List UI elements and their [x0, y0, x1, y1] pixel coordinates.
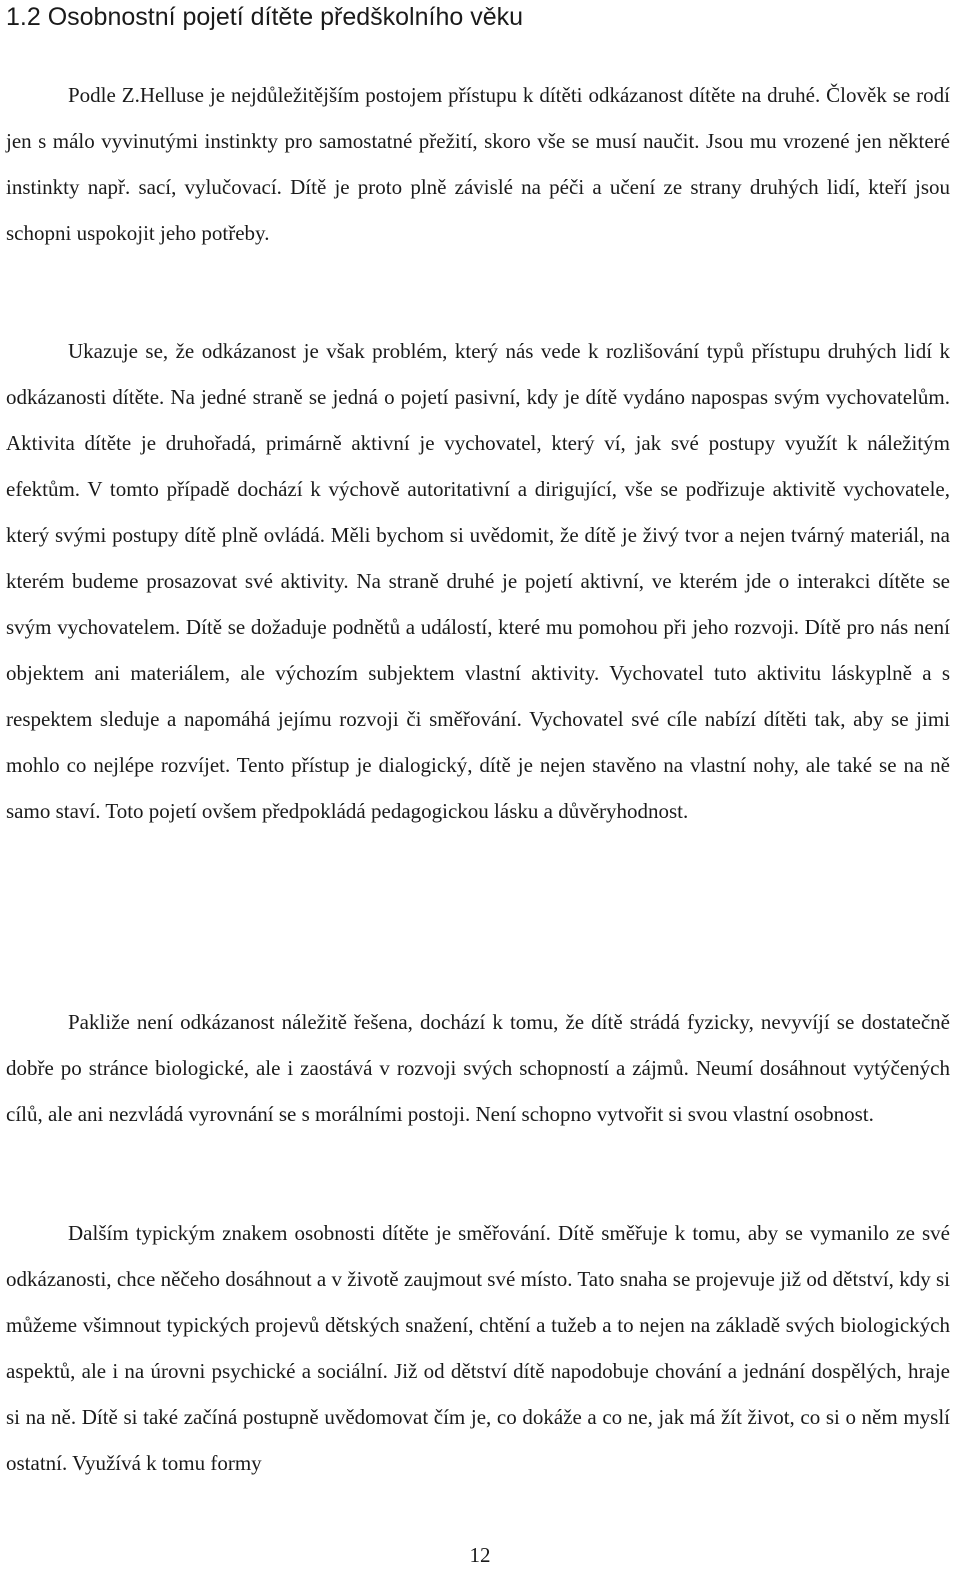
paragraph-3: Pakliže není odkázanost náležitě řešena, dochází k tomu, že dítě strádá fyzicky, nevyvíjí se dostatečně dobře po stránce biologické, ale i zaostává v rozvoji svých schopností a zájmů. Neumí dosáhnout vytýčených cílů, ale ani nezvládá vyrovnání se s morálními postoji. Není schopno vytvořit si svou vlastní osobnost.	[6, 1010, 950, 1126]
paragraph-2: Ukazuje se, že odkázanost je však problém, který nás vede k rozlišování typů přístupu druhých lidí k odkázanosti dítěte. Na jedné straně se jedná o pojetí pasivní, kdy je dítě vydáno napospas svým vychovatelům. Aktivita dítěte je druhořadá, primárně aktivní je vychovatel, který ví, jak své postupy využít k náležitým efektům. V tomto případě dochází k výchově autoritativní a dirigující, vše se podřizuje aktivitě vychovatele, který svými postupy dítě plně ovládá. Měli bychom si uvědomit, že dítě je živý tvor a nejen tvárný materiál, na kterém budeme prosazovat své aktivity. Na straně druhé je pojetí aktivní, ve kterém jde o interakci dítěte se svým vychovatelem. Dítě se dožaduje podnětů a událostí, které mu pomohou při jeho rozvoji. Dítě pro nás není objektem ani materiálem, ale výchozím subjektem vlastní aktivity. Vychovatel tuto aktivitu láskyplně a s respektem sleduje a napomáhá jejímu rozvoji či směřování. Vychovatel své cíle nabízí dítěti tak, aby se jimi mohlo co nejlépe rozvíjet. Tento přístup je dialogický, dítě je nejen stavěno na vlastní nohy, ale také se na ně samo staví. Toto pojetí ovšem předpokládá pedagogickou lásku a důvěryhodnost.	[6, 339, 950, 823]
section-heading: 1.2 Osobnostní pojetí dítěte předškolního věku	[6, 3, 524, 31]
paragraph-4: Dalším typickým znakem osobnosti dítěte je směřování. Dítě směřuje k tomu, aby se vymanilo ze své odkázanosti, chce něčeho dosáhnout a v životě zaujmout své místo. Tato snaha se projevuje již od dětství, kdy si můžeme všimnout typických projevů dětských snažení, chtění a tužeb a to nejen na základě svých biologických aspektů, ale i na úrovni psychické a sociální. Již od dětství dítě napodobuje chování a jednání dospělých, hraje si na ně. Dítě si také začíná postupně uvědomovat čím je, co dokáže a co ne, jak má žít život, co si o něm myslí ostatní. Využívá k tomu formy	[6, 1221, 950, 1475]
page-number: 12	[469, 1543, 491, 1567]
paragraph-1: Podle Z.Helluse je nejdůležitějším postojem přístupu k dítěti odkázanost dítěte na druhé. Člověk se rodí jen s málo vyvinutými instinkty pro samostatné přežití, skoro vše se musí naučit. Jsou mu vrozené jen některé instinkty např. sací, vylučovací. Dítě je proto plně závislé na péči a učení ze strany druhých lidí, kteří jsou schopni uspokojit jeho potřeby.	[6, 83, 950, 245]
